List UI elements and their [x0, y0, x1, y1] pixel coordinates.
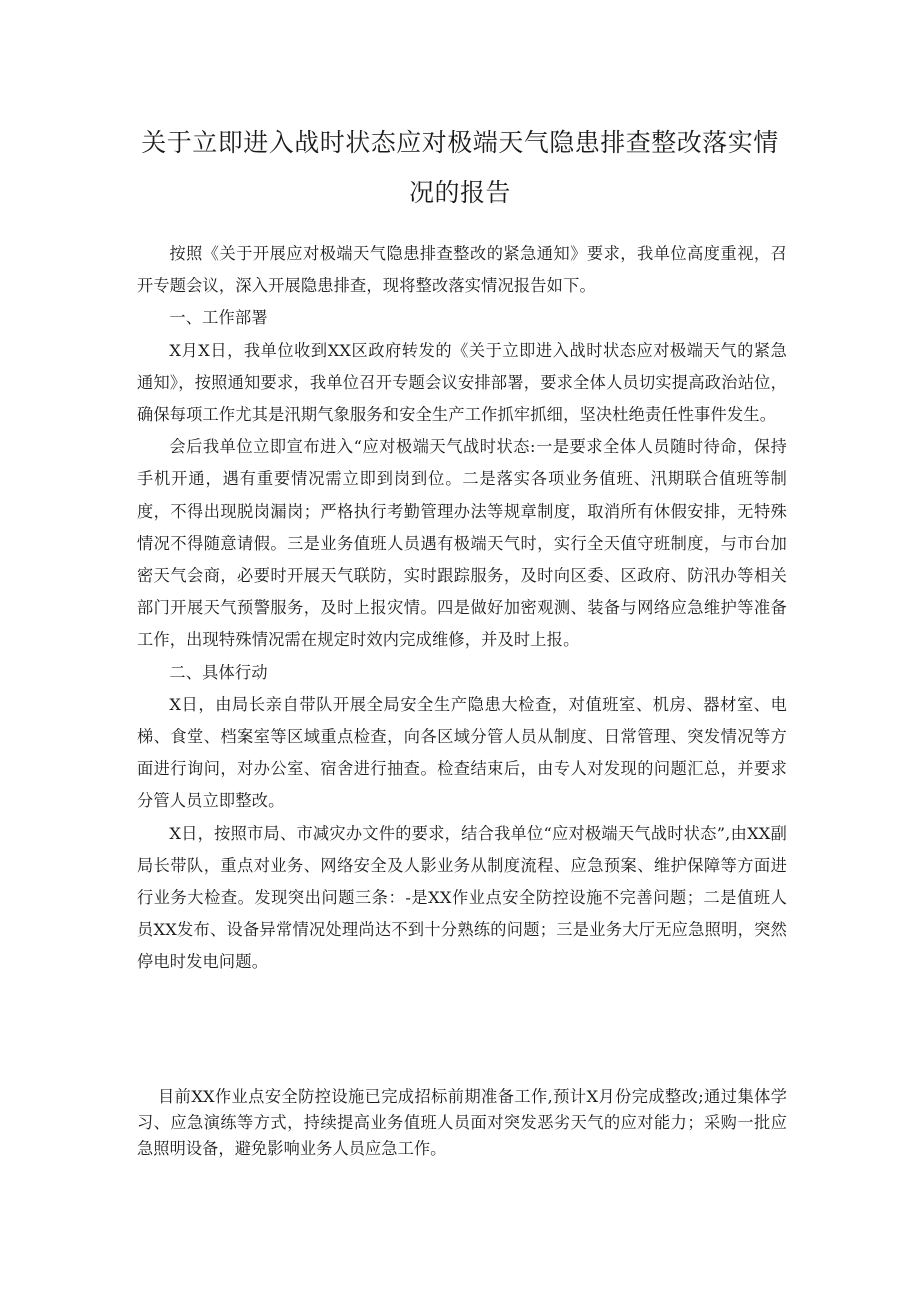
section2-paragraph-1: X日，由局长亲自带队开展全局安全生产隐患大检查，对值班室、机房、器材室、电梯、食堂、档案室等区域重点检查，向各区域分管人员从制度、日常管理、突发情况等方面进行询问，对办公室、宿舍进行抽查。检查结束后，由专人对发现的问题汇总，并要求分管人员立即整改。 [137, 694, 787, 811]
section-heading-specific-actions: 二、具体行动 [169, 662, 268, 682]
intro-paragraph: 按照《关于开展应对极端天气隐患排查整改的紧急通知》要求，我单位高度重视，召开专题会议，深入开展隐患排查，现将整改落实情况报告如下。 [137, 244, 787, 296]
document-body [137, 238, 787, 979]
title-line-1: 关于立即进入战时状态应对极端天气隐患排查整改落实情 [141, 128, 779, 157]
section1-paragraph-1: X月X日，我单位收到XX区政府转发的《关于立即进入战时状态应对极端天气的紧急通知》，按照通知要求，我单位召开专题会议安排部署，要求全体人员切实提高政治站位，确保每项工作尤其是汛期气象服务和安全生产工作抓牢抓细，坚决杜绝责任性事件发生。 [137, 340, 787, 425]
section2-paragraph-3: 目前XX作业点安全防控设施已完成招标前期准备工作,预计X月份完成整改;通过集体学习、应急演练等方式，持续提高业务值班人员面对突发恶劣天气的应对能力；采购一批应急照明设备，避免影响业务人员应急工作。 [137, 1087, 787, 1158]
section-heading-work-deployment: 一、工作部署 [169, 308, 268, 328]
section2-paragraph-2: X日，按照市局、市减灾办文件的要求，结合我单位“应对极端天气战时状态”,由XX副局长带队，重点对业务、网络安全及人影业务从制度流程、应急预案、维护保障等方面进行业务大检查。发现突出问题三条：-是XX作业点安全防控设施不完善问题；二是值班人员XX发布、设备异常情况处理尚达不到十分熟练的问题；三是业务大厅无应急照明，突然停电时发电问题。 [137, 823, 787, 972]
document-title [120, 118, 800, 218]
document-closing [137, 1084, 787, 1162]
section1-paragraph-2: 会后我单位立即宣布进入“应对极端天气战时状态:一是要求全体人员随时待命，保持手机开通，遇有重要情况需立即到岗到位。二是落实各项业务值班、汛期联合值班等制度，不得出现脱岗漏岗；严格执行考勤管理办法等规章制度，取消所有休假安排，无特殊情况不得随意请假。三是业务值班人员遇有极端天气时，实行全天值守班制度，与市台加密天气会商，必要时开展天气联防，实时跟踪服务，及时向区委、区政府、防汛办等相关部门开展天气预警服务，及时上报灾情。四是做好加密观测、装备与网络应急维护等准备工作，出现特殊情况需在规定时效内完成维修，并及时上报。 [137, 437, 787, 650]
title-line-2: 况的报告 [408, 178, 511, 207]
